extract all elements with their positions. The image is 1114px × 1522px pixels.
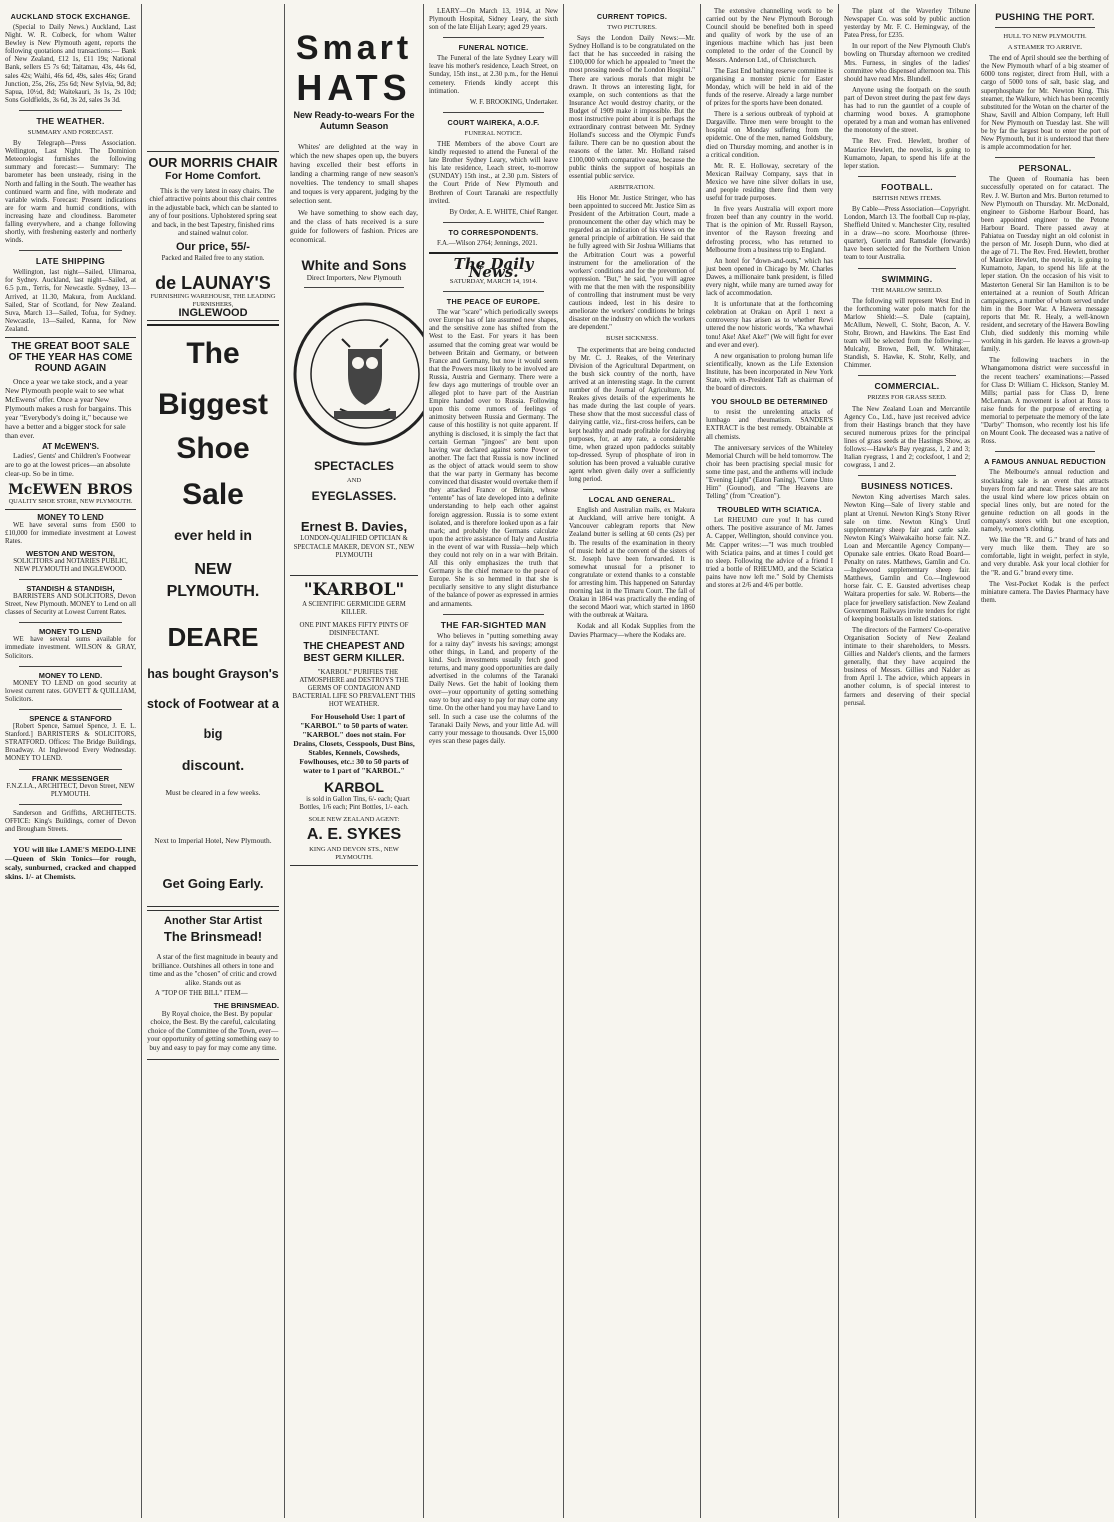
two-pictures-heading: TWO PICTURES. <box>607 24 657 31</box>
brooking-sign: W. F. BROOKING, Undertaker. <box>469 98 558 106</box>
sykes-name: A. E. SYKES <box>306 825 402 843</box>
standish-name: STANDISH & STANDISH, <box>26 583 115 593</box>
spectacle-makers-emblem-icon <box>290 299 423 449</box>
column-4 <box>424 8 563 1516</box>
karbol-heading: "KARBOL" <box>303 579 405 600</box>
divider <box>19 709 122 710</box>
morris-chair-text: This is the very latest in easy chairs. The chief attractive points about this chair centres in the adjustable back, which can be slanted to any of four positions. Upholstered spring seat and back, in the best Tapestry, finished rims and stained walnut color. <box>147 187 279 238</box>
sciatica-text: Let RHEUMO cure you! It has cured others. The positive assurance of Mr. James A. Capper, Wellington, should convince you. Mr. Capper writes:—"I was much troubled with Sciatica pains, and at times I could get no sleep. Following the advice of a friend I tried a bottle of RHEUMO, and the Sciatica pains have now left me." Sold by Chemists and stores at 2/6 and 4/6 per bottle. <box>706 517 833 589</box>
karbol-text-2: "KARBOL" PURIFIES THE ATMOSPHERE and DESTROYS THE GERMS OF CONTAGION AND BACTERIAL LIFE SO PREVALENT THIS HOT WEATHER. <box>292 668 416 709</box>
money-to-lend-text: WE have several sums from £500 to £10,000 for immediate investment at Lowest Rates. <box>5 522 136 546</box>
de-launay-town: INGLEWOOD <box>178 306 248 319</box>
personal-text: The Queen of Roumania has been successfully operated on for cataract. The Rev. J. W. Burton and Mrs. Burton returned to New Plymouth on Thursday. Mr. McDonald, engineer to Gisborne Harbour Board, has been appointed engineer to the Petone Harbour Board. There passed away at Pahiatua on Tuesday night an old colonist in the person of Mr. Joseph Dunn, who died at the age of 71. The Rev. Fred. Hewlett, brother of Maurice Hewlett, the novelist, is going to Kumamoto, Japan, to spend his life at the leper station. On the occasion of his visit to Masterton General Sir Ian Hamilton is to be entertained at a reunion of South African campaigners, a number of whom served under him in the Boer War. A Hawera message reports that Mr. R. Healy, a well-known resident, and secretary of the Hawera Bowling Club, died suddenly this morning while working in his garden. He leaves a grown-up family. <box>981 176 1110 354</box>
column-5 <box>564 8 700 1516</box>
funeral-notice-text: The Funeral of the late Sydney Leary will leave his mother's residence, Leach Street, on Sunday, 15th inst., at 2.30 p.m., for the Henui cemetery. Friends kindly accept this intimation. <box>429 55 558 95</box>
morris-chair-ad <box>147 151 279 321</box>
wilson-heading: MONEY TO LEND <box>38 627 102 637</box>
divider <box>19 110 122 111</box>
determined-heading: YOU SHOULD BE DETERMINED <box>711 397 828 407</box>
divider <box>995 157 1095 158</box>
stock-exchange-text: (Special to Daily News.) Auckland, Last Night. W. R. Colbeck, for whom Walter Bewley is New Plymouth agent, reports the following quotations and transactions:— Bank of New Zealand, £12 1s, £11 19s; National Bank, sellers £5 7s 6d; Taitamau, 43s, 44s 6d, sales 42s; Waihi, 46s 6d, 49s, sales 46s; Grand Junction, 25s, 26s, 25s 6d; New Sylvia, 9d, 8d; Sapua, 10½d, 8d; Waitekauri, 3s 1s, 2s 10d; Sons Goldfields, 3s 6d, 3s 2d, sales 3s 3d. <box>5 24 136 104</box>
hats-sub: New Ready-to-wears For the Autumn Season <box>293 110 415 131</box>
business-notices-text: Newton King advertises March sales. Newton King—Sale of livery stable and plant at Urenui. Newton King's Stony River sale on time. Newton King's Urutī supplementary sheep fair and cattle sale. Newton King's Waiwakaiho horse fair. N.Z. Loan and Mercantile Agency Company—Opunake sale entries. Okato Road Board—Penalty on rates. Matthews, Gamlin and Co.—Inglewood supplementary sheep fair. Matthews, Gamlin and Co.—Inglewood horse fair. C. E. Gausted advertises cheap Waitara properties for sale. W. Roberts—the place for jewellery satisfaction. New Zealand Government Railways invite tenders for right of keeping bookstalls on listed stations. <box>844 494 970 623</box>
mcewen-bros-name: McEWEN BROS <box>8 482 133 499</box>
bush-sickness-heading: BUSH SICKNESS. <box>605 335 659 343</box>
channelling-text: The extensive channelling work to be carried out by the New Plymouth Borough Council should be benefited both in speed and quality of work by the use of an ingenious machine which has just been completed to the order of the Council by Messrs. Anderson Ltd., of Christchurch. <box>706 8 833 64</box>
boot-sale-heading: THE GREAT BOOT SALE OF THE YEAR HAS COME ROUND AGAIN <box>8 341 133 374</box>
football-heading: FOOTBALL. <box>881 181 933 192</box>
brinsmead-heading: Another Star Artist <box>164 915 262 928</box>
divider <box>443 291 544 292</box>
shoe-sale-line-4: Sale <box>182 477 244 511</box>
mcewen-bros-sub: QUALITY SHOE STORE, NEW PLYMOUTH. <box>8 498 133 506</box>
boot-sale-ad <box>5 337 136 510</box>
spectacles-and: AND <box>346 477 362 485</box>
football-sub: BRITISH NEWS ITEMS. <box>872 194 942 202</box>
deare-text-5: Get Going Early. <box>162 876 264 892</box>
divider <box>858 475 956 476</box>
sykes-address: KING AND DEVON STS., NEW PLYMOUTH. <box>309 845 399 861</box>
correspondents-text: F.A.—Wilson 2764; Jennings, 2021. <box>437 239 538 247</box>
lame-medoline-ad: YOU will like LAME'S MEDO-LINE—Queen of Skin Tonics—for rough, scaly, sunburned, cracked and chapped skins. 1/- at Chemists. <box>5 845 136 882</box>
standish-text: BARRISTERS AND SOLICITORS, Devon Street, New Plymouth. MONEY to Lend on all classes of Security at Lowest Current Rates. <box>5 592 136 617</box>
pushing-port-text: The end of April should see the berthing of the New Plymouth wharf of a big steamer of 6000 tons register, direct from Hull, with a cargo of 5000 tons of salt, basic slag, and superphosphate for Mr. Newton King. This steamer, the Walkure, which has been recently substituted for the Wotan on the charter of the Shaw, Savill and Albion Company, left Hull for New Plymouth on Tuesday last. She will be by far the largest boat to enter the port of New Plymouth, but it is understood that there is ample accommodation for her. <box>981 55 1109 152</box>
column-8 <box>976 8 1114 1516</box>
divider <box>304 287 404 288</box>
column-6 <box>701 8 838 1516</box>
personal-heading: PERSONAL. <box>1018 163 1072 174</box>
morris-chair-heading: OUR MORRIS CHAIR <box>148 155 278 170</box>
east-end-text: The East End bathing reserve committee is organising a monster picnic for Easter Monday, which will be held in aid of the funds of the reserve. Already a large number of prizes for the sports have been donated. <box>706 67 833 108</box>
personal-text-2: The following teachers in the Whangamomona district were successful in the recent teachers' examinations:—Passed for Class D: William C. Hickson, Stanley M. Mills; partial pass for Class D, Irene McLennan. A movement is afoot at Ross to raise funds for the purpose of erecting a memorial to perpetuate the memory of the late "Darby" Thomson, who recently lost his life on Mount Cook. The deceased was a native of Ross. <box>981 357 1110 446</box>
weather-subheading: SUMMARY AND FORECAST. <box>27 128 114 136</box>
deare-text-2: discount. <box>181 756 245 773</box>
divider <box>19 839 122 840</box>
messenger-text: F.N.Z.I.A., ARCHITECT, Devon Street, NEW PLYMOUTH. <box>6 782 135 798</box>
smart-heading: Smart <box>295 29 413 67</box>
shipping-text: Wellington, last night—Sailed, Ulimaroa, for Sydney. Auckland, last night—Sailed, at 6.5 p.m., Terris, for Newcastle. Sydney, 13—Arrived, at 11.30, Makura, from Auckland. Sailed, Star of Scotland, for New Zealand. Suva, March 13—Sailed, Tofua, for Sydney. Newcastle, 13—Sailed, Kanna, for New Zealand. <box>5 269 136 333</box>
sciatica-heading: TROUBLED WITH SCIATICA. <box>717 505 822 515</box>
hats-text: Whites' are delighted at the way in which the new shapes open up, the buyers having excelled their best efforts in landing a charming range of new season's novelties. The tendency to small shapes and toques is very apparent, judging by the selection sent. <box>290 142 418 205</box>
brinsmead-more: By Royal choice, the Best. By popular choice, the Best. By the careful, calculating choice of the Committee of the Town, ever—your opportunity of getting something easy to buy and easy to pay for may come any time. <box>147 1009 279 1053</box>
brinsmead-top: A "TOP OF THE BILL" ITEM— <box>155 990 248 998</box>
divider <box>443 222 544 223</box>
leary-notice: LEARY—On March 13, 1914, at New Plymouth Hospital, Sidney Leary, the sixth son of the late Elijah Leary; aged 29 years. <box>429 8 558 32</box>
divider <box>858 268 956 269</box>
messenger-name: FRANK MESSENGER <box>31 773 110 783</box>
annual-reduction-heading: A FAMOUS ANNUAL REDUCTION <box>984 457 1106 467</box>
bowling-text: In our report of the New Plymouth Club's bowling on Thursday afternoon we credited Mrs. Furness, in singles of the ladies' committee who dispensed afternoon tea. This should have read Mrs. Blundell. <box>844 43 970 83</box>
column-1 <box>0 8 141 1516</box>
correspondents-heading: TO CORRESPONDENTS. <box>448 227 539 237</box>
brinsmead-name: The Brinsmead! <box>163 929 263 945</box>
morris-chair-sub: For Home Comfort. <box>165 170 261 182</box>
business-notices-text-2: The directors of the Farmers' Co-operative Organisation Society of New Zealand intimate to their shareholders, to Messrs. Gillies and Nalder's clients, and the farmers generally, that they have acquired the business of Messrs. Gillies and Nalder as from April 1. The advice, which appears in another column, is of special interest to farmers and deserving of their special perusal. <box>844 626 970 707</box>
stock-exchange-heading: AUCKLAND STOCK EXCHANGE. <box>10 12 131 21</box>
deare-text-4: Next to Imperial Hotel, New Plymouth. <box>154 836 272 845</box>
shipping-heading: LATE SHIPPING <box>35 256 106 267</box>
frozen-beef-text: In five years Australia will export more frozen beef than any country in the world. That is the opinion of Mr. Russell Rayson, inventor of the Rayson freezing and defrosting process, who has returned to Melbourne from a business trip to England. <box>706 206 833 254</box>
column-2 <box>142 8 284 1516</box>
divider <box>858 375 956 376</box>
eyeglasses-heading: EYEGLASSES. <box>311 489 397 504</box>
commercial-text: The New Zealand Loan and Mercantile Agency Co., Ltd., have just received advice from their Hastings branch that they have secured numerous prizes for the principal lines of grass seeds at the Hastings Show, as follows:—Hawke's Bay ryegrass, 1, 2 and 3; Italian ryegrass, 1 and 2; cocksfoot, 1 and 2; cowgrass, 1 and 2. <box>844 405 970 470</box>
deare-text-3: Must be cleared in a few weeks. <box>165 787 261 797</box>
court-wairaka-sub: FUNERAL NOTICE. <box>464 129 523 137</box>
hats-heading: HATS <box>296 67 412 108</box>
morris-chair-rail: Packed and Railed free to any station. <box>161 254 265 262</box>
shoe-sale-ad <box>147 324 279 907</box>
determined-text: to resist the unrelenting attacks of lumbago and rheumatism. SANDER'S EXTRACT is the best remedy. Obtainable at all chemists. <box>706 409 833 441</box>
hats-text-2: We have something to show each day, and the class of hats received is a sure guide for followers of fashion. Prices are economical. <box>290 208 418 244</box>
divider <box>858 176 956 177</box>
waverley-text: The plant of the Waverley Tribune Newspaper Co. was sold by public auction yesterday by Mr. F. C. Hemingway, of the Patea Press, for £235. <box>844 8 970 40</box>
de-launay-sub: FURNISHING WAREHOUSE, THE LEADING FURNISHERS, <box>150 292 276 308</box>
weather-heading: THE WEATHER. <box>36 115 105 126</box>
karbol-text-3: For Household Use: 1 part of "KARBOL" to 50 parts of water. "KARBOL" does not stain. For Drains, Closets, Cesspools, Dust Bins, Stables, Kennels, Cowsheds, Fowlhouses, etc.: 30 to 50 parts of water to 1 part of "KARBOL." <box>293 712 415 776</box>
boot-sale-line: Ladies', Gents' and Children's Footwear are to go at the lowest prices—an absolute clear-up. So be in time. <box>5 451 131 479</box>
deare-text-1: has bought Grayson's stock of Footwear at a big <box>147 666 279 741</box>
far-sighted-text: Who believes in "putting something away for a rainy day" invests his savings; amongst other things, in Land, and property of the kind. Such investments usually fetch good returns, and many good opportunities are daily advertised in the columns of the Taranaki Daily News. Get the habit of looking them over—your opportunity of getting something easy to buy and easy to pay for may come any time. On the other hand you may have Land to sell. In such a case use the columns of the Taranaki Daily News, and your little Ad. will carry your message to thousands. Over 15,000 eyes scan these pages daily. <box>429 632 558 745</box>
divider <box>19 250 122 251</box>
karbol-heading-2: KARBOL <box>324 779 384 796</box>
shoe-sale-line-6: NEW PLYMOUTH. <box>166 560 260 600</box>
de-launay-name: de LAUNAY'S <box>155 272 271 293</box>
divider <box>443 37 544 38</box>
swimming-heading: SWIMMING. <box>881 273 933 284</box>
boot-sale-text: Once a year we take stock, and a year New Plymouth people wait to see what McEwens' offer. Once a year New Plymouth makes a rush for bargains. This year "Everybody's doing it," because we have a better and a bigger stock for sale than ever. <box>5 377 132 440</box>
deare-name: DEARE <box>167 621 259 652</box>
far-sighted-heading: THE FAR-SIGHTED MAN <box>440 619 547 630</box>
pushing-port-sub-2: A STEAMER TO ARRIVE. <box>1007 44 1083 52</box>
shoe-sale-line-5: ever held in <box>174 526 252 543</box>
wilson-text: WE have several sums available for immediate investment. WILSON & GRAY, Solicitors. <box>5 636 136 660</box>
two-pictures-text: Says the London Daily News:—Mr. Sydney Holland is to be congratulated on the fact that he has succeeded in raising the £100,000 for which he appealed to "meet the most pressing needs of the London Hospital." There are various morals that might be drawn. It throws an interesting light, for example, on such contentions as that the Insurance Act would destroy charity, or the Budget of 1909 make it impossible. But the most instructive point about it is perhaps the extraordinary contrast between Mr. Sydney Holland's success and the Olympic Fund's failure. There can be no question about the reasons of the latter. Mr. Holland raised £100,000 with comparative ease, because the public thinks the support of hospitals an essential public service. <box>569 35 695 180</box>
arbitration-heading: ARBITRATION. <box>609 183 655 191</box>
divider <box>19 666 122 667</box>
chicago-hotel-text: An hotel for "down-and-outs," which has just been opened in Chicago by Mr. Charles Dawes, a millionaire bank president, is filled every night, while many are turned away for lack of accommodation. <box>706 257 833 298</box>
weston-name: WESTON AND WESTON, <box>26 548 115 558</box>
karbol-text: ONE PINT MAKES FIFTY PINTS OF DISINFECTANT. <box>299 621 409 637</box>
peace-of-europe-heading: THE PEACE OF EUROPE. <box>446 297 541 307</box>
white-and-sons-name: White and Sons <box>301 257 407 273</box>
shoe-sale-line-3: Shoe <box>176 431 250 465</box>
annual-reduction-text: The Melbourne's annual reduction and stocktaking sale is an event that attracts buyers from far and near. These sales are not the usual kind where low prices obtain on special lines only, but are noted for the genuine reduction on all goods in the company's stores with but one exception, namely, women's clothing. <box>981 469 1109 534</box>
divider <box>19 622 122 623</box>
griffiths-text: Sanderson and Griffiths, ARCHITECTS. OFFICE: King's Buildings, corner of Devon and Brougham Streets. <box>5 809 136 833</box>
shoe-sale-line-2: Biggest <box>157 387 268 421</box>
business-notices-heading: BUSINESS NOTICES. <box>860 481 953 492</box>
karbol-ad <box>290 575 418 866</box>
peace-of-europe-text: The war "scare" which periodically sweeps over Europe has of late assumed new shapes, and the sensitive zone has shifted from the West to the East. For years it has been assumed that the coming great war would be between Britain and Germany, or between France and Germany, but now it would seem that the Powers most likely to be involved are Russia, Austria and Germany. There were a few days ago mutterings of trouble over an alleged plot to have part of the Austrian Empire handed over to Russia. Following upon this come rumors of feelings of animosity between Russia and Germany. The cause of this hostility is not quite apparent. If anything is disclosed, it is simply the fact that certain German "jingoes" are bent upon having war declared against some Power or another. The fact that Russia is now inclined as the object of attack would seem to show that the war party in Germany has become convinced that disaster would overtake them if they attacked France or Britain, whose "entente" has of late developed into a definite understanding to help each other against foreign aggression. Russia is to some extent isolated, and is therefore looked upon as a fair mark; and probably the Germans calculate upon the active assistance of Italy and Austria in the event of war with Russia—help which they could not rely on in a war with Britain. All this only emphasizes the truth that Germany is the chief menace to the peace of Europe. She is so hemmed in that she is peculiarly sensitive to any slight disturbance of the balance of power as expressed in armies and armaments. <box>429 309 558 608</box>
bush-sickness-text: The experiments that are being conducted by Mr. C. J. Reakes, of the Veterinary Division of the Agricultural Department, on the bush sick country of the north, have arrived at an interesting stage. In the current number of the Journal of Agriculture, Mr. Reakes gives details of the experiments he has made during the last couple of years. These show that the most successful class of dairying cattle, viz., first-cross heifers, can be kept healthy and made profitable for dairying purposes, for, at any rate, a considerable time, when grazed upon paddocks suitably top-dressed. Syrup of phosphate of iron in solution has been proved a valuable curative agent when given daily over a sufficiently long period. <box>569 346 695 484</box>
sykes-sub: SOLE NEW ZEALAND AGENT: <box>308 815 400 823</box>
orakau-text: It is unfortunate that at the forthcoming celebration at Orakau on April 1 next a controversy has arisen as to whether Rewi uttered the now historic words, "Ka whawhai tonu! Ake! Ake! Ake!" (We will fight for ever and ever and ever). <box>706 301 833 349</box>
divider <box>583 489 681 490</box>
boot-sale-at: AT McEWEN'S. <box>42 442 99 451</box>
column-7 <box>839 8 975 1516</box>
brinsmead-ad <box>147 910 279 1060</box>
spence-name: SPENCE & STANFORD <box>29 713 112 723</box>
hewlett-text: The Rev. Fred. Hewlett, brother of Maurice Hewlett, the novelist, is going to Kumamoto, Japan, to spend his life at the leper station. <box>844 138 970 170</box>
shoe-sale-line-1: The <box>186 336 240 370</box>
govett-heading: MONEY TO LEND. <box>38 670 103 680</box>
funeral-notice-heading: FUNERAL NOTICE. <box>458 43 529 53</box>
masthead: The Daily News. <box>453 254 534 281</box>
divider <box>19 769 122 770</box>
life-extension-text: A new organisation to prolong human life scientifically, known as the Life Extension Institute, has been incorporated in New York State, with ex-President Taft as chairman of the board of directors. <box>706 352 833 393</box>
column-3 <box>285 8 423 1516</box>
current-topics-heading: CURRENT TOPICS. <box>596 12 668 21</box>
spectacles-heading: SPECTACLES <box>314 459 394 474</box>
swimming-text: The following will represent West End in the forthcoming water polo match for the Marlow Shield:—S. Dale (captain), McAllum, Newell, C. Stohr, Bacon, A. V. Stohr, Brown, and Hawkins. The East End team will be selected from the following:—Mulcahy, Brown, Bell, W. Whitaker, Standish, S. Hawke, K. Stohr, Kelly, and Chimmer. <box>844 297 970 370</box>
govett-text: MONEY TO LEND on good security at lowest current rates. GOVETT & QUILLIAM, Solicitors. <box>5 679 136 703</box>
white-and-sons-sub: Direct Importers, New Plymouth <box>306 274 402 282</box>
weather-text: By Telegraph—Press Association. Wellington, Last Night. The Dominion Meteorologist furnishes the following summary and forecast:— Summary: The barometer has been unsteady, rising in the North and falling in the South. The weather has continued warm and fine, with moderate and variable winds. Forecast: Present indications are for warm and humid conditions, with increasing haze and cloudiness. Barometer falling everywhere, and a change following shortly, with freshening easterly and northerly winds. <box>5 140 136 245</box>
brinsmead-label: THE BRINSMEAD. <box>213 1000 279 1010</box>
court-wairaka-heading: COURT WAIREKA, A.O.F. <box>447 117 540 127</box>
local-general-text: English and Australian mails, ex Makura at Auckland, will arrive here tonight. A Vancouver cablegram reports that New Zealand butter is selling at 60 cents (2s) per lb. The results of the examination in theory of music held at the convent of the sisters of St. Joseph have been forwarded. It is somewhat unusual for a prisoner to congratulate or extend thanks to a constable for arresting him. This happened on Saturday morning last in the Timaru Court. The fall of Orakau in 1864 was practically the ending of the second Maori war, which started in 1860 with the outbreak at Waitara. <box>569 507 695 620</box>
court-wairaka-text: THE Members of the above Court are kindly requested to attend the Funeral of the late Brother Sydney Leary, which will leave his late residence, Leach street, to-morrow (SUNDAY) 15th inst., at 2.30 p.m. Sisters of the Court Pride of New Plymouth and Brethren of Court Taranaki are respectfully invited. <box>429 140 558 205</box>
devon-street-text: Anyone using the footpath on the south part of Devon street during the past few days has had to run the gauntlet of a couple of charming wood boxes. A gramophone operated by a man and woman has enlivened the monotony of the street. <box>844 86 970 135</box>
rg-hats-text: We like the "R. and G." brand of hats and very much like them. They are so comfortable, light in weight, perfect in style, and very durable. Ask your local clothier for the "R. and G." brand every time. <box>981 537 1109 577</box>
divider <box>443 112 544 113</box>
karbol-price: is sold in Gallon Tins, 6/- each; Quart Bottles, 1/6 each; Pint Bottles, 1/- each. <box>299 796 410 812</box>
divider <box>995 451 1095 452</box>
brinsmead-text: A star of the first magnitude in beauty and brilliance. Outshines all others in tone and time and as the "chosen" of critic and crowd alike. Stands out as <box>149 953 278 987</box>
davies-sub: LONDON-QUALIFIED OPTICIAN & SPECTACLE MAKER, DEVON ST., NEW PLYMOUTH <box>293 535 415 560</box>
whiteley-text: The anniversary services of the Whiteley Memorial Church will be held tomorrow. The choir has been practising special music for some time past, and the anthems will include "Evening Light" (Eaton Faning), "Come Unto Him" (Gounod), and "The Heavens are Telling" (from "Creation"). <box>706 444 833 501</box>
karbol-sub: A SCIENTIFIC GERMICIDE GERM KILLER. <box>302 600 406 616</box>
local-general-heading: LOCAL AND GENERAL. <box>588 495 676 505</box>
divider <box>443 614 544 615</box>
spence-text: [Robert Spence, Samuel Spence, J. E. L. Stanford.] BARRISTERS & SOLICITORS, STRATFORD. Offices: The Bridge Buildings, Broadway. At Inglewood Every Wednesday. MONEY TO LEND. <box>5 723 136 763</box>
davies-name: Ernest B. Davies, <box>300 519 408 535</box>
divider <box>19 579 122 580</box>
kodak-notice: Kodak and all Kodak Supplies from the Davies Pharmacy—where the Kodaks are. <box>569 623 695 639</box>
money-to-lend-heading: MONEY TO LEND <box>37 513 104 523</box>
pushing-port-sub: HULL TO NEW PLYMOUTH. <box>1003 33 1087 40</box>
mexican-railway-text: Mr. R. E. Holloway, secretary of the Mexican Railway Company, says that in Mexico we have nine silver dollars in use, and people residing there find them very useful for trade purposes. <box>706 162 833 203</box>
arbitration-text: His Honor Mr. Justice Stringer, who has been appointed to succeed Mr. Justice Sim as President of the Arbitration Court, made a pronouncement the other day which may be regarded as an indication of his views on the general principle of arbitration. He said that he fully agreed with Sir Joshua Williams that the Arbitration Court was a powerful instrument for the amelioration of the workers' conditions and for the prevention of oppression. "But," he said, "you will agree with me that the men with the responsibility of controlling that instrument must be very cautious indeed, lest in his desire to ameliorate the workers' conditions he brings disaster on the industry on which the workers are dependent." <box>569 194 695 332</box>
football-text: By Cable—Press Association—Copyright. London, March 13. The football Cup re-play, Sheffield United v. Manchester City, resulted in a draw—no score. Moorhouse (three-quarter), Guerin and Ramsdale (forwards) have been selected for the Northern Union team to tour Australia. <box>844 205 970 262</box>
divider <box>429 252 558 254</box>
divider <box>995 27 1095 28</box>
karbol-cheapest: THE CHEAPEST AND BEST GERM KILLER. <box>303 640 405 664</box>
morris-chair-price: Our price, 55/- <box>176 241 250 254</box>
commercial-sub: PRIZES FOR GRASS SEED. <box>867 394 947 402</box>
kodak-vest-text: The Vest-Pocket Kodak is the perfect miniature camera. The Davies Pharmacy have them. <box>981 580 1109 604</box>
court-wairaka-sign: By Order, A. E. WHITE, Chief Ranger. <box>449 208 558 216</box>
divider <box>19 804 122 805</box>
typhoid-text: There is a serious outbreak of typhoid at Dargaville. Three men were brought to the hospital on Monday suffering from the epidemic. One of the men, named Goldsbury, died on Thursday morning, and another is in a critical condition. <box>706 111 833 159</box>
issue-date: SATURDAY, MARCH 14, 1914. <box>449 278 538 286</box>
swimming-sub: THE MARLOW SHIELD. <box>871 286 943 294</box>
commercial-heading: COMMERCIAL. <box>874 381 940 392</box>
weston-text: SOLICITORS and NOTARIES PUBLIC, NEW PLYMOUTH and INGLEWOOD. <box>13 557 128 573</box>
pushing-port-heading: PUSHING THE PORT. <box>995 11 1095 22</box>
